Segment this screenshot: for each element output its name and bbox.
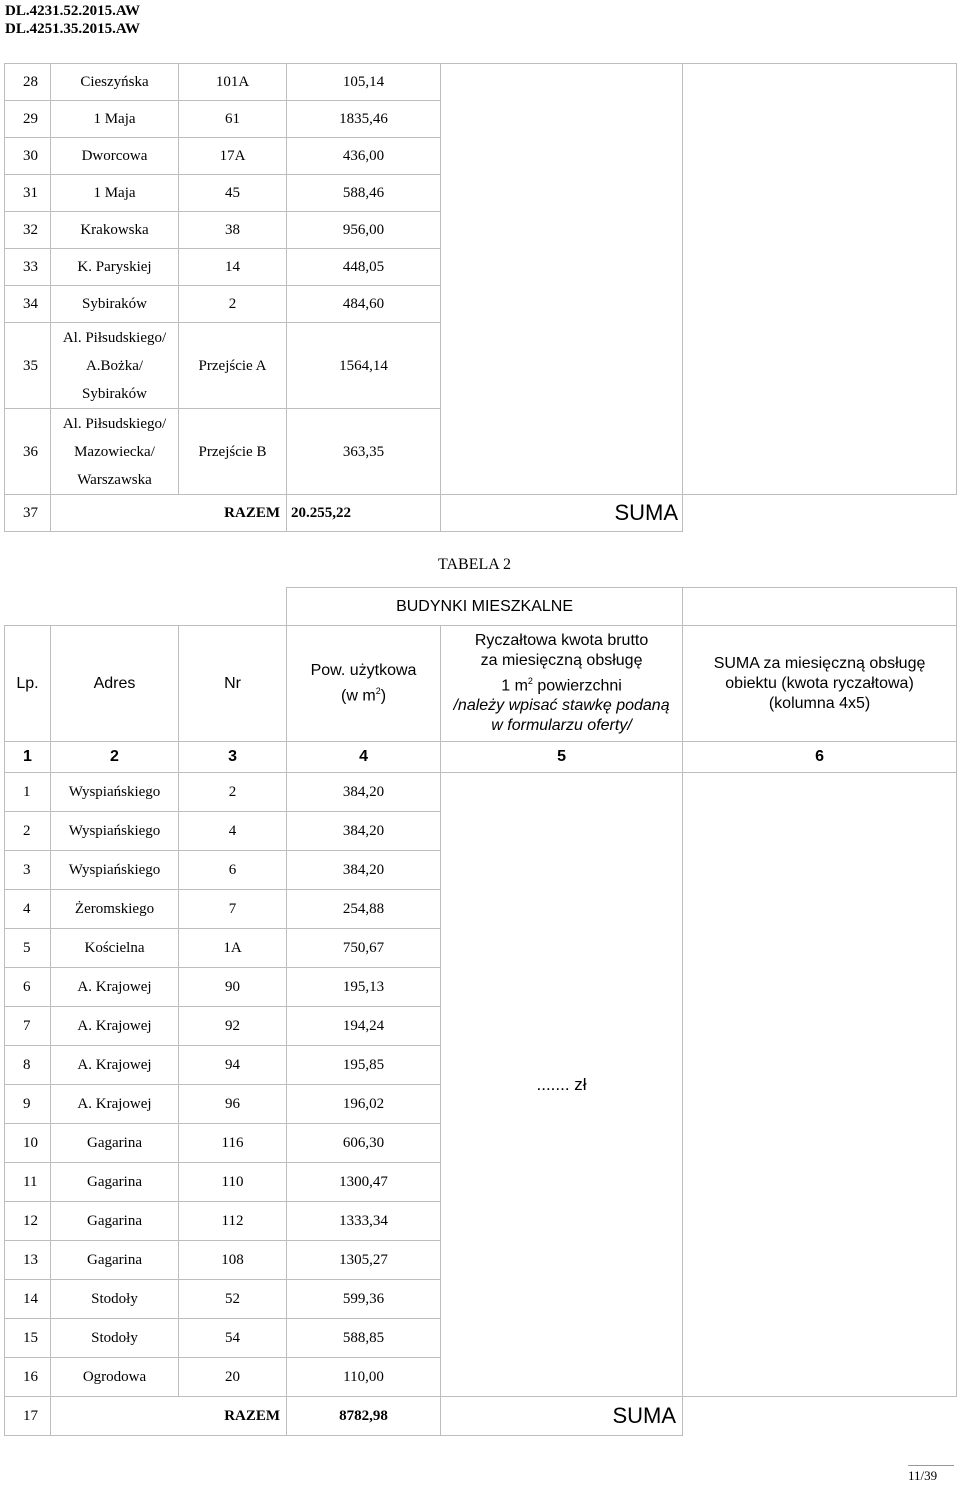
row-lp: 33 [5,249,51,286]
group-title: BUDYNKI MIESZKALNE [287,588,683,626]
page-number: 11/39 [908,1465,954,1484]
row-area: 484,60 [287,286,441,323]
header-rate-note: /należy wpisać stawkę podaną [453,697,670,715]
row-number: 112 [179,1202,287,1241]
row-lp: 7 [5,1007,51,1046]
row-address: Sybiraków [51,286,179,323]
row-address [51,323,179,409]
empty-cell [683,588,957,626]
table-2-title: TABELA 2 [438,556,511,573]
row-number: 4 [179,812,287,851]
row-address: Ogrodowa [51,1358,179,1397]
header-rate-note: w formularzu oferty/ [491,717,632,735]
row-area: 956,00 [287,212,441,249]
header-area [287,626,441,742]
row-area: 194,24 [287,1007,441,1046]
row-lp: 15 [5,1319,51,1358]
reference-line: DL.4251.35.2015.AW [5,21,141,37]
address-line: Mazowiecka/ [74,443,155,460]
empty-cell [683,495,957,532]
row-lp: 12 [5,1202,51,1241]
row-area: 196,02 [287,1085,441,1124]
row-area: 363,35 [287,409,441,495]
row-lp: 36 [5,409,51,495]
row-number: 108 [179,1241,287,1280]
row-address: Cieszyńska [51,64,179,101]
row-number: Przejście A [179,323,287,409]
row-address: Wyspiańskiego [51,851,179,890]
row-area: 1564,14 [287,323,441,409]
row-lp: 3 [5,851,51,890]
row-area: 588,85 [287,1319,441,1358]
row-address: Krakowska [51,212,179,249]
address-line: Warszawska [77,471,152,488]
row-area: 384,20 [287,851,441,890]
column-number: 3 [179,742,287,773]
row-lp: 30 [5,138,51,175]
table-1 [4,63,957,532]
row-lp: 4 [5,890,51,929]
header-number: Nr [179,626,287,742]
row-number: 14 [179,249,287,286]
row-number: 61 [179,101,287,138]
header-sum-line: SUMA za miesięczną obsługę [713,654,926,672]
row-area: 110,00 [287,1358,441,1397]
row-address: A. Krajowej [51,1046,179,1085]
row-lp: 6 [5,968,51,1007]
total-row [5,495,957,532]
row-area: 606,30 [287,1124,441,1163]
empty-cell [683,1397,957,1436]
total-value: 8782,98 [287,1397,441,1436]
row-lp: 14 [5,1280,51,1319]
column-number: 6 [683,742,957,773]
row-address: Wyspiańskiego [51,812,179,851]
document-reference [5,2,140,38]
row-lp: 32 [5,212,51,249]
address-line: Sybiraków [82,385,147,402]
address-line: Al. Piłsudskiego/ [62,415,167,432]
suma-label: SUMA [441,1397,683,1436]
row-lp: 31 [5,175,51,212]
row-lp: 35 [5,323,51,409]
row-address: 1 Maja [51,175,179,212]
row-address: K. Paryskiej [51,249,179,286]
row-address: Gagarina [51,1124,179,1163]
table-row [5,64,957,101]
row-address: A. Krajowej [51,1085,179,1124]
row-number: 2 [179,286,287,323]
column-number: 5 [441,742,683,773]
row-lp: 28 [5,64,51,101]
row-address: Kościelna [51,929,179,968]
row-number: 92 [179,1007,287,1046]
row-address [51,409,179,495]
header-rate-line: Ryczałtowa kwota brutto [474,631,649,649]
row-address: Gagarina [51,1163,179,1202]
header-sum-line: (kolumna 4x5) [768,694,871,712]
table-row [5,773,957,812]
row-number: Przejście B [179,409,287,495]
table-2 [4,587,957,1436]
row-address: Stodoły [51,1280,179,1319]
row-address: Gagarina [51,1202,179,1241]
row-area: 1835,46 [287,101,441,138]
header-rate-line: za miesięczną obsługę [480,651,643,669]
total-label: RAZEM [51,1397,287,1436]
row-number: 1A [179,929,287,968]
row-number: 20 [179,1358,287,1397]
price-column-cell [441,64,683,495]
group-header-row [5,588,957,626]
row-area: 750,67 [287,929,441,968]
row-address: 1 Maja [51,101,179,138]
row-number: 52 [179,1280,287,1319]
row-address: Stodoły [51,1319,179,1358]
row-number: 110 [179,1163,287,1202]
row-area: 599,36 [287,1280,441,1319]
address-line: Al. Piłsudskiego/ [62,329,167,346]
row-address: A. Krajowej [51,1007,179,1046]
row-lp: 16 [5,1358,51,1397]
row-number: 38 [179,212,287,249]
row-area: 436,00 [287,138,441,175]
row-area: 1333,34 [287,1202,441,1241]
sum-column-cell [683,64,957,495]
row-number: 116 [179,1124,287,1163]
row-number: 101A [179,64,287,101]
row-lp: 5 [5,929,51,968]
suma-label: SUMA [441,495,683,532]
row-area: 195,85 [287,1046,441,1085]
address-line: A.Bożka/ [85,357,144,374]
header-lp: Lp. [5,626,51,742]
row-area: 384,20 [287,812,441,851]
row-number: 45 [179,175,287,212]
header-area-line: Pow. użytkowa [310,661,417,679]
row-area: 105,14 [287,64,441,101]
header-row [5,626,957,742]
row-number: 6 [179,851,287,890]
row-number: 94 [179,1046,287,1085]
column-number: 1 [5,742,51,773]
row-address: Gagarina [51,1241,179,1280]
row-lp: 2 [5,812,51,851]
row-lp: 37 [5,495,51,532]
row-lp: 11 [5,1163,51,1202]
row-lp: 10 [5,1124,51,1163]
row-address: Wyspiańskiego [51,773,179,812]
header-rate [441,626,683,742]
row-number: 2 [179,773,287,812]
column-number: 4 [287,742,441,773]
row-number: 90 [179,968,287,1007]
header-address: Adres [51,626,179,742]
row-lp: 9 [5,1085,51,1124]
row-address: Dworcowa [51,138,179,175]
column-number-row [5,742,957,773]
total-value: 20.255,22 [287,495,441,532]
row-lp: 8 [5,1046,51,1085]
row-area: 1305,27 [287,1241,441,1280]
currency-placeholder: ....... zł [441,773,683,1397]
header-rate-line: 1 $m^2$ powierzchni [501,675,622,695]
column-number: 2 [51,742,179,773]
total-row [5,1397,957,1436]
row-lp: 17 [5,1397,51,1436]
sum-column-cell [683,773,957,1397]
row-area: 384,20 [287,773,441,812]
row-number: 54 [179,1319,287,1358]
row-area: 448,05 [287,249,441,286]
reference-line: DL.4231.52.2015.AW [5,3,141,19]
empty-cell [5,588,287,626]
row-lp: 1 [5,773,51,812]
row-lp: 29 [5,101,51,138]
row-address: Żeromskiego [51,890,179,929]
row-area: 1300,47 [287,1163,441,1202]
header-sum [683,626,957,742]
total-label: RAZEM [51,495,287,532]
header-area-unit: (w $m^2$) [341,685,387,705]
row-area: 254,88 [287,890,441,929]
row-area: 195,13 [287,968,441,1007]
row-area: 588,46 [287,175,441,212]
row-number: 96 [179,1085,287,1124]
row-number: 17A [179,138,287,175]
header-sum-line: obiektu (kwota ryczałtowa) [725,674,914,692]
row-number: 7 [179,890,287,929]
row-lp: 34 [5,286,51,323]
row-lp: 13 [5,1241,51,1280]
row-address: A. Krajowej [51,968,179,1007]
